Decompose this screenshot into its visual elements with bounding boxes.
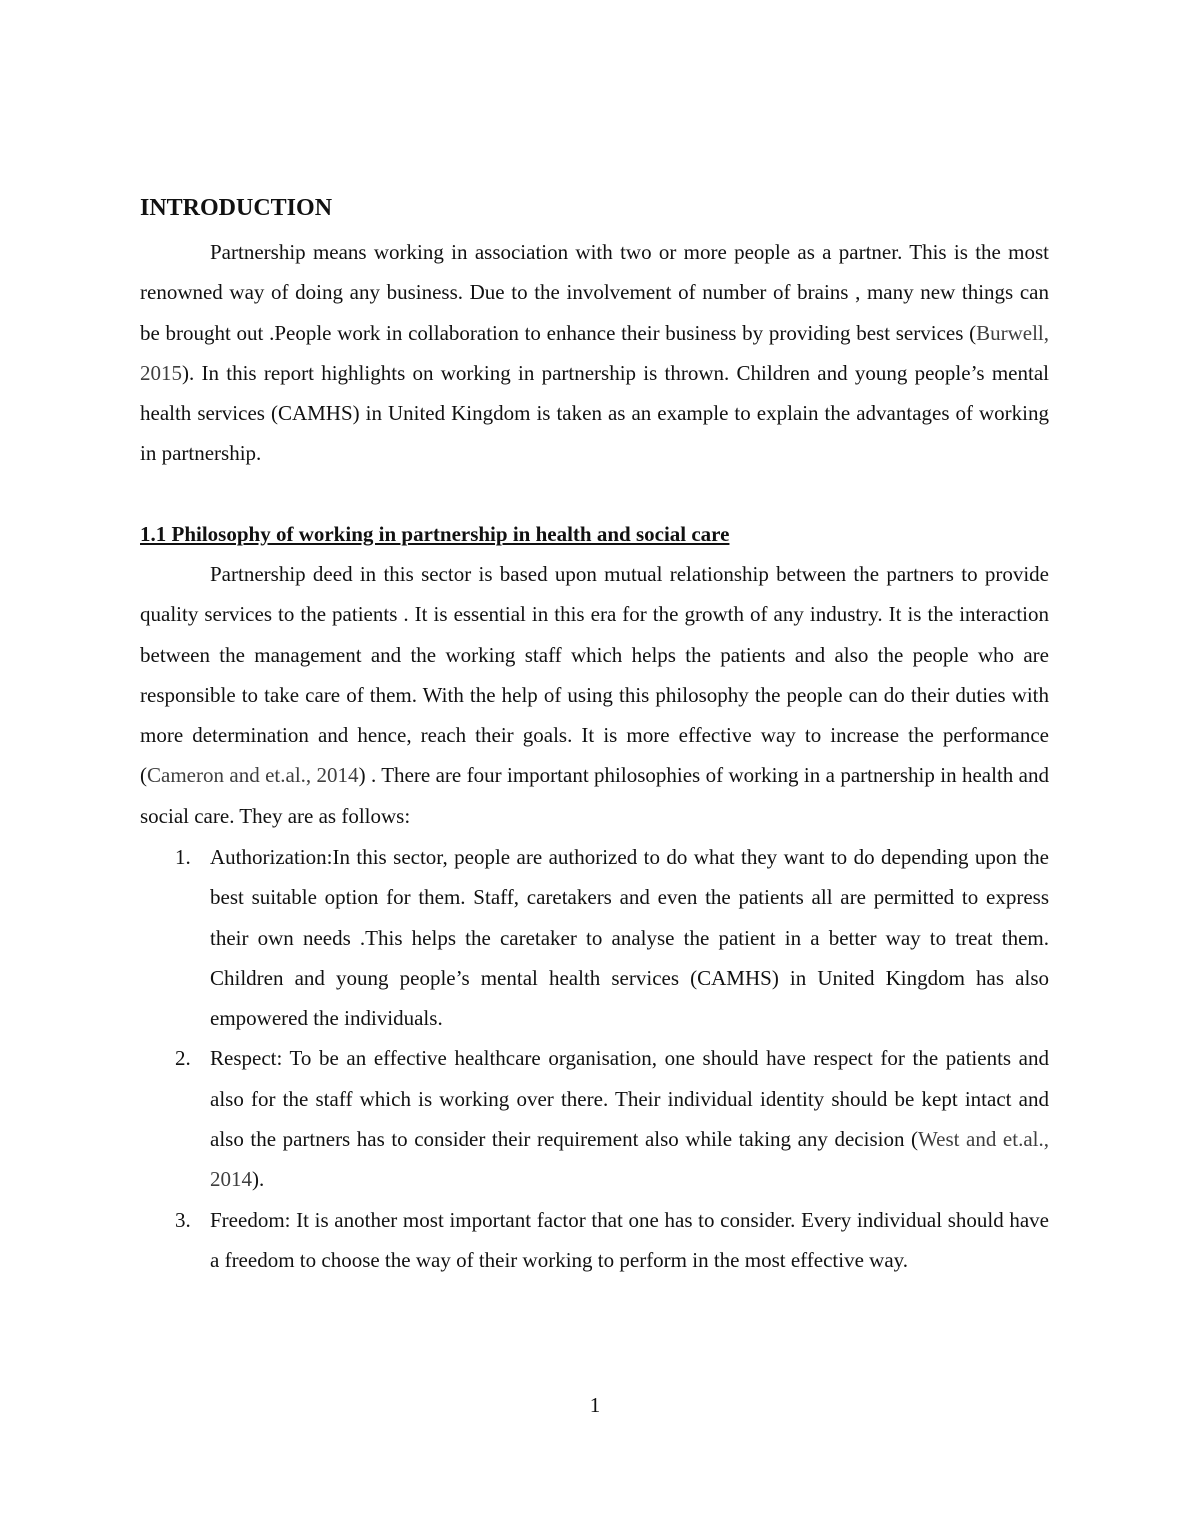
list-number: 1. (175, 845, 191, 869)
list-item (140, 1200, 1049, 1281)
section-paragraph (140, 554, 1049, 836)
introduction-paragraph (140, 232, 1049, 474)
list-number: 2. (175, 1046, 191, 1071)
citation-burwell: Burwell, 2015 (140, 320, 1049, 385)
citation-west: West and et.al., 2014 (210, 1127, 1049, 1192)
list-item-text: Authorization:In this sector, people are authorized to do what they want to do depending upon the best suitable option for them. Staff, caretakers and even the patients all are permitted to express their own needs .This helps the caretaker to analyse the patient in a better way to treat them. Children and young people’s mental health services (CAMHS) in United Kingdom has also empowered the individuals. (210, 845, 1049, 1031)
list-item (140, 837, 1049, 1038)
section-text-part2: ) . There are four important philosophies of working in a partnership in health and social care. They are as follows: (140, 763, 1049, 828)
respect-text-part2: ). (252, 1167, 265, 1192)
philosophy-list (140, 837, 1049, 1280)
section-heading-1-1: 1.1 Philosophy of working in partnership in health and social care (140, 522, 730, 546)
intro-text-part2: ). In this report highlights on working in partnership is thrown. Children and young people’s mental health services (CAMHS) in United Kingdom is taken as an example to explain the advantages of working in partnership. (140, 360, 1049, 466)
introduction-heading: INTRODUCTION (140, 195, 333, 221)
list-item (140, 1038, 1049, 1199)
section-text-part1: Partnership deed in this sector is based upon mutual relationship between the partners to provide quality services to the patients . It is essential in this era for the growth of any industry. It is the interaction between the management and the working staff which helps the patients and also the people who are responsible to take care of them. With the help of using this philosophy the people can do their duties with more determination and hence, reach their goals. It is more effective way to increase the performance ( (140, 562, 1049, 788)
respect-text-part1: Respect: To be an effective healthcare organisation, one should have respect for the patients and also for the staff which is working over there. Their individual identity should be kept intact and also the partners has to consider their requirement also while taking any decision ( (210, 1046, 1049, 1152)
list-item-text: Freedom: It is another most important factor that one has to consider. Every individual should have a freedom to choose the way of their working to perform in the most effective way. (210, 1207, 1049, 1272)
intro-text-part1: Partnership means working in association with two or more people as a partner. This is the most renowned way of doing any business. Due to the involvement of number of brains , many new things can be brought out .People work in collaboration to enhance their business by providing best services ( (140, 240, 1049, 345)
citation-cameron: Cameron and et.al., 2014 (147, 763, 359, 788)
page-number: 1 (589, 1393, 601, 1417)
list-item-text (210, 1046, 1049, 1191)
list-number: 3. (175, 1207, 191, 1232)
